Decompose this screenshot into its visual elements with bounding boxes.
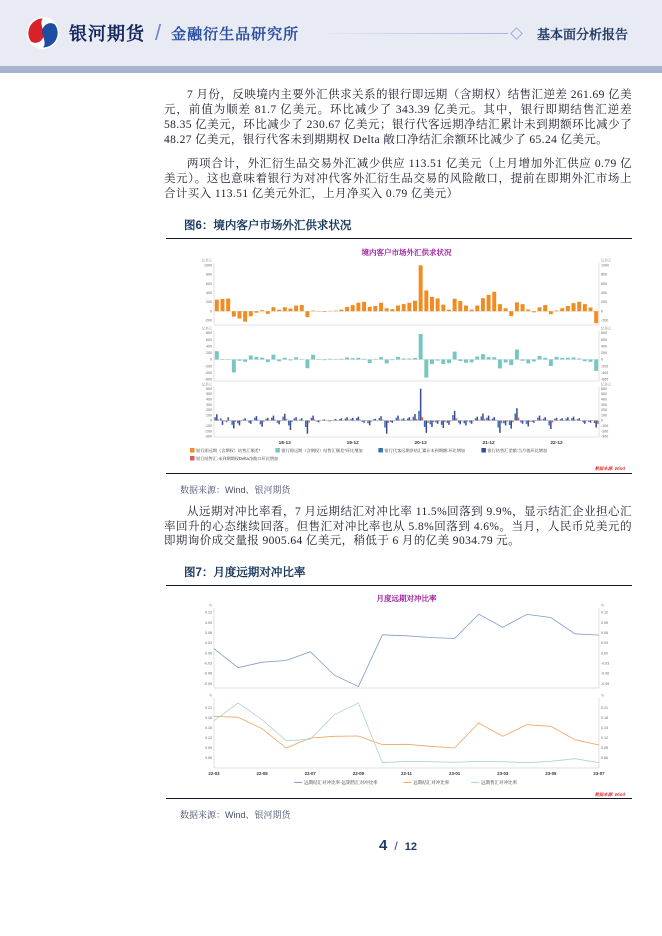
svg-text:0.21: 0.21 xyxy=(601,706,608,711)
report-type: 基本面分析报告 xyxy=(536,26,628,42)
svg-text:-100: -100 xyxy=(204,423,212,428)
svg-text:-0.03: -0.03 xyxy=(601,661,610,666)
svg-text:0.09: 0.09 xyxy=(601,746,608,751)
svg-text:20-12: 20-12 xyxy=(414,440,427,446)
svg-text:0.21: 0.21 xyxy=(205,706,212,711)
svg-text:800: 800 xyxy=(601,272,607,277)
svg-text:0.06: 0.06 xyxy=(601,631,608,636)
svg-text:0: 0 xyxy=(601,308,603,313)
svg-text:200: 200 xyxy=(206,407,212,412)
svg-text:亿美元: 亿美元 xyxy=(201,326,212,331)
figure6-bottom-rule xyxy=(166,473,632,474)
svg-text:600: 600 xyxy=(601,386,607,391)
svg-text:21-12: 21-12 xyxy=(482,440,495,446)
svg-text:数据来源: Wind: 数据来源: Wind xyxy=(594,465,625,471)
svg-text:-400: -400 xyxy=(204,370,212,375)
svg-text:0.09: 0.09 xyxy=(601,621,608,626)
hedge-ratio-chart xyxy=(184,590,629,798)
page-header xyxy=(0,0,662,66)
svg-text:23-07: 23-07 xyxy=(593,771,605,777)
current-page: 4 xyxy=(379,837,388,855)
svg-text:0.06: 0.06 xyxy=(601,756,608,761)
svg-text:-200: -200 xyxy=(204,363,212,368)
svg-text:0.06: 0.06 xyxy=(205,631,212,636)
svg-text:600: 600 xyxy=(206,386,212,391)
page-number xyxy=(164,837,632,855)
svg-text:800: 800 xyxy=(601,330,607,335)
svg-text:200: 200 xyxy=(601,407,607,412)
svg-text:200: 200 xyxy=(601,350,607,355)
svg-text:800: 800 xyxy=(206,272,212,277)
paragraph-hedge-ratio: 从远期对冲比率看，7 月远期结汇对冲比率 11.5%回落到 9.9%，显示结汇企业担心汇率回升的心态继续回落。但售汇对冲比率也从 5.8%回落到 4.6%。当月，人民币兑美元的即期询价成交量报 9005.64 亿美元，稍低于 6 月的亿美 9034.79 元。 xyxy=(164,505,632,548)
svg-text:23-05: 23-05 xyxy=(545,771,557,777)
svg-text:远期售汇对冲比率: 远期售汇对冲比率 xyxy=(481,780,518,786)
svg-text:19-12: 19-12 xyxy=(346,440,359,446)
svg-text:-0.03: -0.03 xyxy=(203,661,212,666)
figure-6 xyxy=(164,217,632,474)
svg-text:银行结售汇差额:当月值环比增加: 银行结售汇差额:当月值环比增加 xyxy=(487,447,548,453)
svg-text:300: 300 xyxy=(601,402,607,407)
svg-text:22-09: 22-09 xyxy=(352,771,364,777)
svg-text:%: % xyxy=(601,693,605,698)
svg-text:银行结售汇:未到期期权Delta净敞口环比增加: 银行结售汇:未到期期权Delta净敞口环比增加 xyxy=(196,455,279,461)
figure6-top-rule xyxy=(166,238,632,239)
svg-text:600: 600 xyxy=(601,281,607,286)
svg-text:800: 800 xyxy=(206,330,212,335)
svg-text:0.09: 0.09 xyxy=(205,621,212,626)
svg-text:境内客户市场外汇供求状况: 境内客户市场外汇供求状况 xyxy=(361,247,452,257)
svg-text:-0.09: -0.09 xyxy=(203,682,212,687)
svg-text:0.09: 0.09 xyxy=(205,746,212,751)
svg-text:23-01: 23-01 xyxy=(449,771,461,777)
svg-text:-600: -600 xyxy=(204,377,212,382)
svg-text:-0.09: -0.09 xyxy=(601,682,610,687)
svg-text:600: 600 xyxy=(206,337,212,342)
header-rule xyxy=(315,33,508,34)
svg-text:-200: -200 xyxy=(601,318,609,323)
svg-text:400: 400 xyxy=(206,290,212,295)
svg-text:0: 0 xyxy=(601,418,603,423)
svg-text:300: 300 xyxy=(206,402,212,407)
svg-text:-0.06: -0.06 xyxy=(203,671,212,676)
svg-text:0.15: 0.15 xyxy=(205,726,212,731)
fx-supply-demand-chart xyxy=(184,243,629,473)
svg-text:亿美元: 亿美元 xyxy=(601,326,612,331)
svg-text:400: 400 xyxy=(601,343,607,348)
svg-text:%: % xyxy=(208,603,212,608)
svg-text:0.15: 0.15 xyxy=(601,726,608,731)
svg-text:-200: -200 xyxy=(204,318,212,323)
svg-text:400: 400 xyxy=(206,343,212,348)
svg-text:100: 100 xyxy=(601,412,607,417)
svg-text:0: 0 xyxy=(210,418,212,423)
svg-text:1000: 1000 xyxy=(601,263,609,268)
brand-name: 银河期货 xyxy=(69,24,145,44)
diamond-icon xyxy=(510,27,523,40)
svg-text:-300: -300 xyxy=(204,434,212,439)
svg-text:远期结汇对冲比率: 远期结汇对冲比率 xyxy=(413,780,450,786)
svg-text:0.12: 0.12 xyxy=(601,736,608,741)
svg-text:-600: -600 xyxy=(601,377,609,382)
figure6-caption: 图6：境内客户市场外汇供求状况 xyxy=(184,219,352,232)
svg-text:0.12: 0.12 xyxy=(601,610,608,615)
figure7-top-rule xyxy=(166,585,632,586)
brand-divider: / xyxy=(155,20,162,45)
figure7-bottom-rule xyxy=(166,798,632,799)
svg-text:%: % xyxy=(601,603,605,608)
svg-text:0.12: 0.12 xyxy=(205,736,212,741)
svg-text:0.03: 0.03 xyxy=(601,641,608,646)
report-body xyxy=(0,73,662,855)
svg-text:400: 400 xyxy=(206,396,212,401)
figure6-source-note: 数据来源：Wind、银河期货 xyxy=(180,484,291,495)
svg-text:-100: -100 xyxy=(601,423,609,428)
svg-text:400: 400 xyxy=(601,396,607,401)
svg-text:200: 200 xyxy=(601,299,607,304)
svg-text:22-12: 22-12 xyxy=(550,440,563,446)
svg-text:500: 500 xyxy=(206,391,212,396)
svg-text:银行即远期（含期权）结售汇顺差*环比增加: 银行即远期（含期权）结售汇顺差*环比增加 xyxy=(281,447,363,453)
svg-text:0.03: 0.03 xyxy=(205,641,212,646)
figure7-caption: 图7：月度远期对冲比率 xyxy=(184,567,306,580)
svg-text:1000: 1000 xyxy=(204,263,212,268)
svg-text:22-05: 22-05 xyxy=(256,771,268,777)
figure6-svg xyxy=(184,243,629,473)
svg-text:600: 600 xyxy=(206,281,212,286)
svg-text:亿美元: 亿美元 xyxy=(601,382,612,387)
svg-text:200: 200 xyxy=(206,350,212,355)
svg-text:22-03: 22-03 xyxy=(208,771,220,777)
svg-text:银行即远期（含期权）结售汇顺差*: 银行即远期（含期权）结售汇顺差* xyxy=(196,447,261,453)
figure7-svg xyxy=(184,590,629,798)
svg-text:0.06: 0.06 xyxy=(205,756,212,761)
svg-text:100: 100 xyxy=(206,412,212,417)
svg-text:0: 0 xyxy=(601,357,603,362)
division-name: 金融衍生品研究所 xyxy=(171,25,300,43)
svg-text:%: % xyxy=(208,693,212,698)
svg-text:0: 0 xyxy=(210,308,212,313)
header-band xyxy=(0,66,662,73)
page-separator: / xyxy=(394,839,398,854)
svg-text:-200: -200 xyxy=(601,363,609,368)
svg-text:-0.06: -0.06 xyxy=(601,671,610,676)
svg-text:500: 500 xyxy=(601,391,607,396)
figure7-source-note: 数据来源：Wind、银河期货 xyxy=(180,810,291,821)
figure-7 xyxy=(164,564,632,799)
svg-text:22-07: 22-07 xyxy=(304,771,316,777)
svg-text:-400: -400 xyxy=(601,370,609,375)
svg-text:-200: -200 xyxy=(204,428,212,433)
svg-text:0.18: 0.18 xyxy=(601,716,608,721)
svg-text:0: 0 xyxy=(210,357,212,362)
svg-text:月度远期对冲比率: 月度远期对冲比率 xyxy=(376,594,437,604)
svg-text:18-12: 18-12 xyxy=(278,440,291,446)
svg-text:亿美元: 亿美元 xyxy=(201,382,212,387)
svg-text:0.12: 0.12 xyxy=(205,610,212,615)
svg-text:0.18: 0.18 xyxy=(205,716,212,721)
svg-text:数据来源: Wind: 数据来源: Wind xyxy=(594,792,625,798)
svg-text:-200: -200 xyxy=(601,428,609,433)
svg-text:400: 400 xyxy=(601,290,607,295)
svg-text:23-03: 23-03 xyxy=(497,771,509,777)
paragraph-derivatives-total: 两项合计，外汇衍生品交易外汇减少供应 113.51 亿美元（上月增加外汇供应 0.79 亿美元）。这也意味着银行为对冲代客外汇衍生品交易的风险敞口，提前在即期外汇市场上合计买入 113.51 亿美元外汇，上月净买入 0.79 亿美元） xyxy=(164,157,632,200)
paragraph-fx-settlement: 7 月份，反映境内主要外汇供求关系的银行即远期（含期权）结售汇逆差 261.69 亿美元，前值为顺差 81.7 亿美元。环比减少了 343.39 亿美元。其中，银行即期结售汇逆差 58.35 亿美元，环比减少了 230.67 亿美元；银行代客远期净结汇累计未到期额环比减少了 48.27 亿美元，银行代客未到期期权 Delta 敞口净结汇余额环比减少了 65.24 亿美元。 xyxy=(164,89,632,146)
svg-text:远期结汇对冲比率-远期售汇对冲比率: 远期结汇对冲比率-远期售汇对冲比率 xyxy=(304,780,378,786)
galaxy-futures-logo-icon xyxy=(26,16,60,50)
svg-text:600: 600 xyxy=(601,337,607,342)
total-pages: 12 xyxy=(404,841,417,854)
svg-text:亿美元: 亿美元 xyxy=(201,258,212,263)
svg-text:22-11: 22-11 xyxy=(401,771,412,777)
svg-text:亿美元: 亿美元 xyxy=(601,258,612,263)
svg-text:-300: -300 xyxy=(601,434,609,439)
svg-text:银行代客远期净结汇累计未到期额:环比增加: 银行代客远期净结汇累计未到期额:环比增加 xyxy=(384,447,466,453)
svg-text:0.00: 0.00 xyxy=(205,651,212,656)
svg-text:200: 200 xyxy=(206,299,212,304)
svg-text:0.00: 0.00 xyxy=(601,651,608,656)
